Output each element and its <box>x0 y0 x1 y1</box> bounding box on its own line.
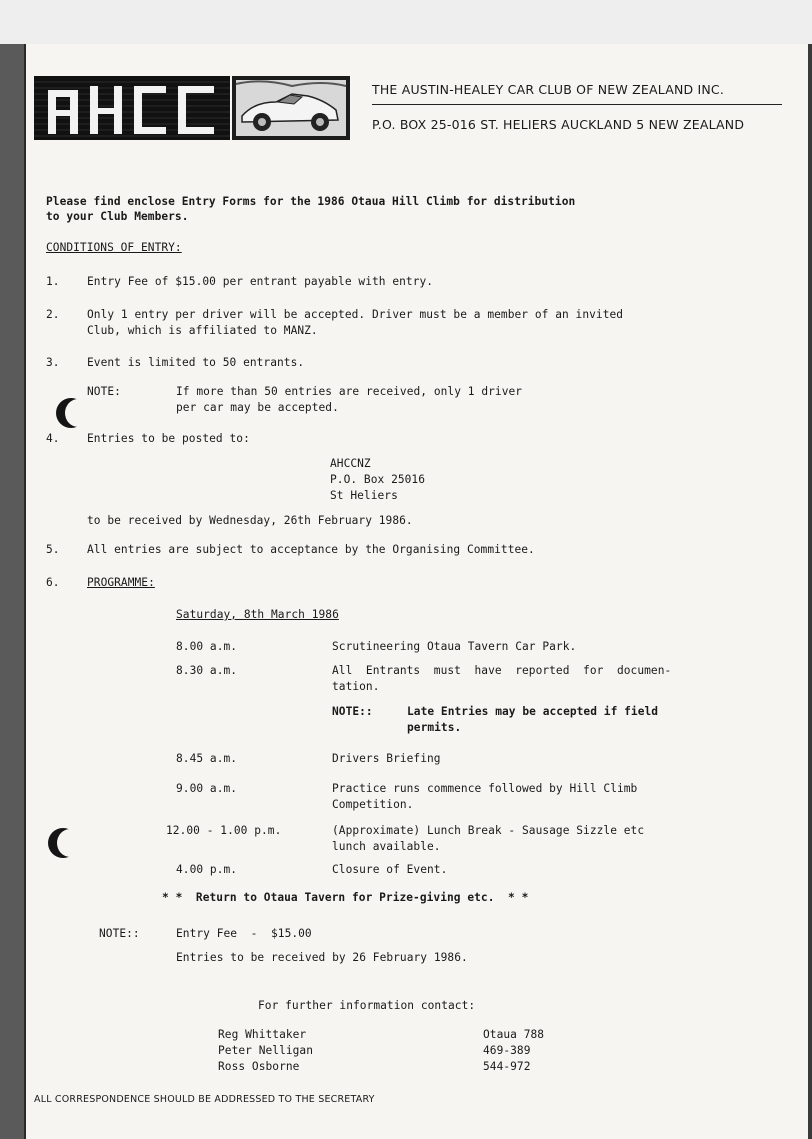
contact-phone: 469-389 <box>483 1044 531 1057</box>
logo-graphic <box>34 76 230 140</box>
programme-heading: PROGRAMME: <box>87 576 155 589</box>
conditions-heading: CONDITIONS OF ENTRY: <box>46 241 182 254</box>
inner-note-text: Late Entries may be accepted if field <box>407 705 659 718</box>
note-label: NOTE: <box>87 385 121 398</box>
deadline-text: to be received by Wednesday, 26th February 1986. <box>87 514 413 527</box>
contact-name: Reg Whittaker <box>218 1028 307 1041</box>
programme-time: 8.45 a.m. <box>176 752 238 765</box>
org-name: THE AUSTIN-HEALEY CAR CLUB OF NEW ZEALAND INC. <box>372 82 725 97</box>
condition-text: All entries are subject to acceptance by the Organising Committee. <box>87 543 535 556</box>
fee-note-label: NOTE:: <box>99 927 140 940</box>
programme-activity: tation. <box>332 680 380 693</box>
contact-heading: For further information contact: <box>258 999 476 1012</box>
contact-phone: 544-972 <box>483 1060 531 1073</box>
programme-time: 8.30 a.m. <box>176 664 238 677</box>
footer-note: ALL CORRESPONDENCE SHOULD BE ADDRESSED TO THE SECRETARY <box>34 1094 375 1105</box>
condition-text: Entry Fee of $15.00 per entrant payable with entry. <box>87 275 434 288</box>
condition-number: 5. <box>46 543 60 556</box>
scan-background <box>0 0 812 44</box>
condition-number: 4. <box>46 432 60 445</box>
prize-giving-line: * * Return to Otaua Tavern for Prize-giving etc. * * <box>162 891 529 904</box>
programme-activity: Scrutineering Otaua Tavern Car Park. <box>332 640 577 653</box>
programme-date: Saturday, 8th March 1986 <box>176 608 339 621</box>
condition-text: Entries to be posted to: <box>87 432 250 445</box>
condition-number: 6. <box>46 576 60 589</box>
programme-activity: Practice runs commence followed by Hill Climb <box>332 782 638 795</box>
condition-number: 1. <box>46 275 60 288</box>
programme-time: 8.00 a.m. <box>176 640 238 653</box>
programme-activity: lunch available. <box>332 840 441 853</box>
club-logo <box>34 76 230 140</box>
programme-activity: Closure of Event. <box>332 863 448 876</box>
fee-note-line: Entry Fee - $15.00 <box>176 927 312 940</box>
contact-phone: Otaua 788 <box>483 1028 545 1041</box>
car-illustration <box>232 76 350 140</box>
programme-activity: (Approximate) Lunch Break - Sausage Sizzle etc <box>332 824 645 837</box>
punch-hole <box>48 828 78 858</box>
programme-activity: Competition. <box>332 798 414 811</box>
intro-line-1: Please find enclose Entry Forms for the 1986 Otaua Hill Climb for distribution <box>46 195 576 208</box>
address-line: AHCCNZ <box>330 457 371 470</box>
condition-number: 2. <box>46 308 60 321</box>
note-text: If more than 50 entries are received, only 1 driver <box>176 385 523 398</box>
condition-text: Event is limited to 50 entrants. <box>87 356 305 369</box>
condition-text: Only 1 entry per driver will be accepted. Driver must be a member of an invited <box>87 308 624 321</box>
contact-name: Ross Osborne <box>218 1060 300 1073</box>
inner-note-text: permits. <box>407 721 462 734</box>
programme-activity: All Entrants must have reported for documen- <box>332 664 672 677</box>
address-line: St Heliers <box>330 489 398 502</box>
condition-number: 3. <box>46 356 60 369</box>
programme-activity: Drivers Briefing <box>332 752 441 765</box>
inner-note-label: NOTE:: <box>332 705 373 718</box>
intro-line-2: to your Club Members. <box>46 210 189 223</box>
address-line: P.O. Box 25016 <box>330 473 425 486</box>
contact-name: Peter Nelligan <box>218 1044 313 1057</box>
programme-time: 4.00 p.m. <box>176 863 238 876</box>
header-rule <box>372 104 782 105</box>
letter-page <box>24 44 808 1139</box>
note-text: per car may be accepted. <box>176 401 339 414</box>
condition-text: Club, which is affiliated to MANZ. <box>87 324 318 337</box>
programme-time: 12.00 - 1.00 p.m. <box>166 824 282 837</box>
punch-hole <box>56 398 86 428</box>
org-address: P.O. BOX 25-016 ST. HELIERS AUCKLAND 5 NEW ZEALAND <box>372 117 745 132</box>
fee-note-line: Entries to be received by 26 February 1986. <box>176 951 468 964</box>
programme-time: 9.00 a.m. <box>176 782 238 795</box>
